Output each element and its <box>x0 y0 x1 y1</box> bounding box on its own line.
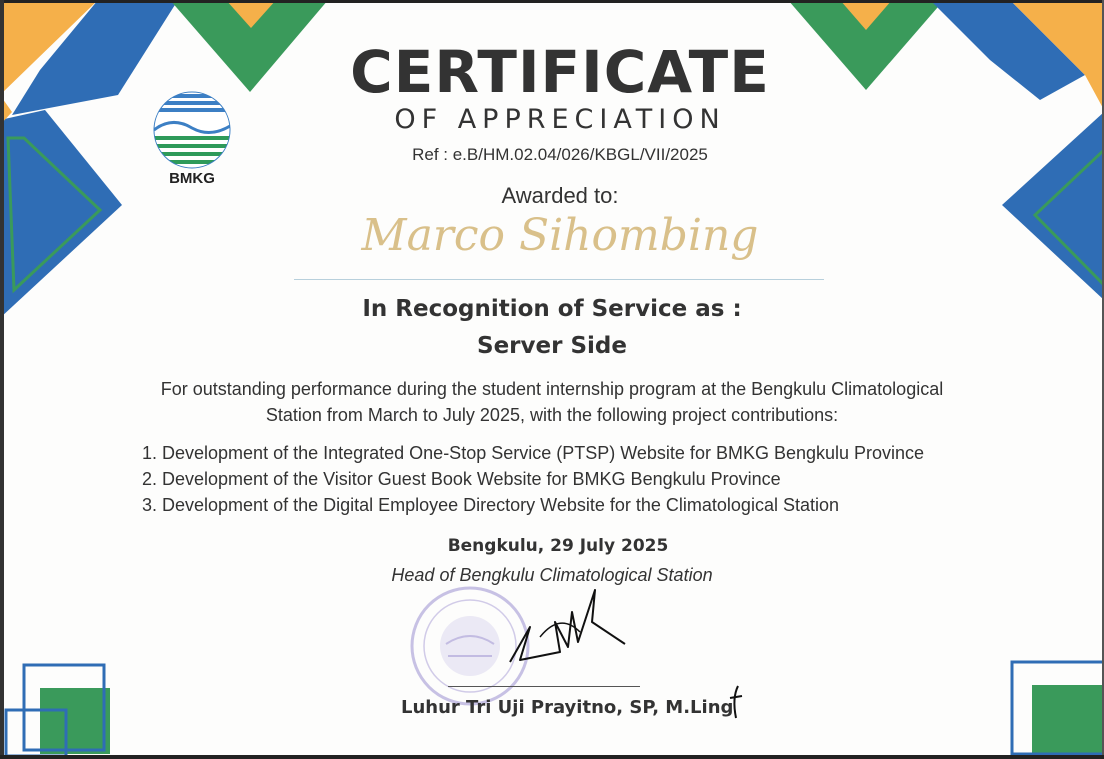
description-line: For outstanding performance during the student internship program at the Bengkulu Climatological <box>160 379 944 399</box>
recognition-heading: In Recognition of Service as : <box>362 296 742 322</box>
certificate-subtitle: OF APPRECIATION <box>394 104 726 135</box>
signer-name: Luhur Tri Uji Prayitno, SP, M.Ling <box>401 697 734 718</box>
deco-green-square-bottom-right <box>1032 685 1104 755</box>
description <box>0 376 1104 428</box>
scan-border-bottom <box>0 755 1104 759</box>
signature-icon <box>500 582 640 672</box>
contribution-item: 2. Development of the Visitor Guest Book Website for BMKG Bengkulu Province <box>142 469 781 489</box>
contribution-item: 1. Development of the Integrated One-Stop Service (PTSP) Website for BMKG Bengkulu Province <box>142 443 925 463</box>
signature-line <box>448 686 640 687</box>
reference-number: Ref : e.B/HM.02.04/026/KBGL/VII/2025 <box>412 145 708 164</box>
name-underline <box>294 279 824 280</box>
scan-border-left <box>0 0 4 759</box>
initial-mark-icon <box>726 684 746 720</box>
recipient-name: Marco Sihombing <box>361 210 759 261</box>
deco-green-square-bottom-left <box>40 688 110 754</box>
contribution-item: 3. Development of the Digital Employee Directory Website for the Climatological Station <box>142 495 839 515</box>
certificate-title: CERTIFICATE <box>350 38 770 106</box>
description-line: Station from March to July 2025, with the following project contributions: <box>265 405 839 425</box>
place-date: Bengkulu, 29 July 2025 <box>447 536 669 556</box>
contributions-list <box>142 440 924 518</box>
logo-text: BMKG <box>169 170 215 187</box>
awarded-label: Awarded to: <box>501 183 619 208</box>
signer-title: Head of Bengkulu Climatological Station <box>391 565 713 585</box>
scan-border-top <box>0 0 1104 3</box>
role-title: Server Side <box>477 333 627 359</box>
